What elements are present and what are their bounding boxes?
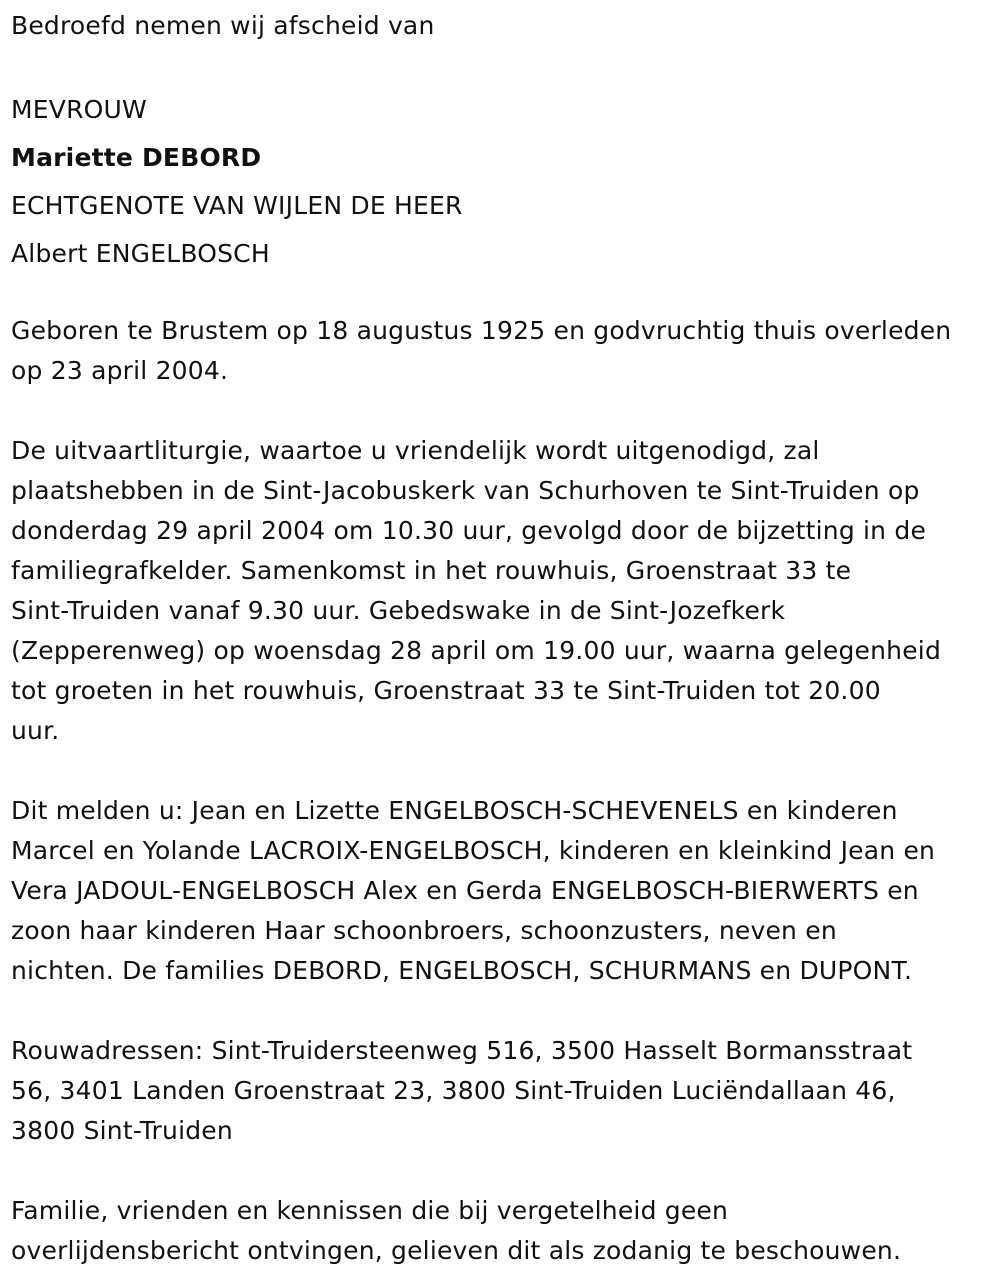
deceased-name: Mariette DEBORD — [11, 143, 262, 172]
addresses-paragraph — [11, 1031, 993, 1151]
deceased-title: MEVROUW — [11, 95, 147, 124]
paragraph-line: Familie, vrienden en kennissen die bij vergetelheid geen — [11, 1196, 729, 1225]
paragraph-line: (Zepperenweg) op woensdag 28 april om 19.00 uur, waarna gelegenheid — [11, 636, 942, 665]
paragraph-line: uur. — [11, 716, 60, 745]
paragraph-line: op 23 april 2004. — [11, 356, 229, 385]
deceased-relation: ECHTGENOTE VAN WIJLEN DE HEER — [11, 191, 463, 220]
notification-paragraph — [11, 791, 993, 991]
deceased-block — [11, 86, 463, 278]
paragraph-line: familiegrafkelder. Samenkomst in het rouwhuis, Groenstraat 33 te — [11, 556, 852, 585]
paragraph-line: plaatshebben in de Sint-Jacobuskerk van Schurhoven te Sint-Truiden op — [11, 476, 920, 505]
deceased-spouse: Albert ENGELBOSCH — [11, 239, 270, 268]
closing-paragraph — [11, 1191, 993, 1271]
paragraph-line: Geboren te Brustem op 18 augustus 1925 en godvruchtig thuis overleden — [11, 316, 952, 345]
paragraph-line: Rouwadressen: Sint-Truidersteenweg 516, 3500 Hasselt Bormansstraat — [11, 1036, 913, 1065]
paragraph-line: zoon haar kinderen Haar schoonbroers, schoonzusters, neven en — [11, 916, 837, 945]
paragraph-line: Vera JADOUL-ENGELBOSCH Alex en Gerda ENGELBOSCH-BIERWERTS en — [11, 876, 919, 905]
paragraph-line: overlijdensbericht ontvingen, gelieven dit als zodanig te beschouwen. — [11, 1236, 902, 1265]
paragraph-line: Marcel en Yolande LACROIX-ENGELBOSCH, kinderen en kleinkind Jean en — [11, 836, 936, 865]
liturgy-paragraph — [11, 431, 993, 751]
paragraph-line: 3800 Sint-Truiden — [11, 1116, 233, 1145]
paragraph-line: Sint-Truiden vanaf 9.30 uur. Gebedswake in de Sint-Jozefkerk — [11, 596, 786, 625]
paragraph-line: tot groeten in het rouwhuis, Groenstraat 33 te Sint-Truiden tot 20.00 — [11, 676, 881, 705]
intro-text: Bedroefd nemen wij afscheid van — [11, 11, 435, 40]
paragraph-line: nichten. De families DEBORD, ENGELBOSCH, SCHURMANS en DUPONT. — [11, 956, 913, 985]
paragraph-line: donderdag 29 april 2004 om 10.30 uur, gevolgd door de bijzetting in de — [11, 516, 927, 545]
paragraph-line: 56, 3401 Landen Groenstraat 23, 3800 Sint-Truiden Luciëndallaan 46, — [11, 1076, 896, 1105]
birth-death-paragraph — [11, 311, 993, 391]
paragraph-line: De uitvaartliturgie, waartoe u vriendelijk wordt uitgenodigd, zal — [11, 436, 820, 465]
paragraph-line: Dit melden u: Jean en Lizette ENGELBOSCH-SCHEVENELS en kinderen — [11, 796, 898, 825]
